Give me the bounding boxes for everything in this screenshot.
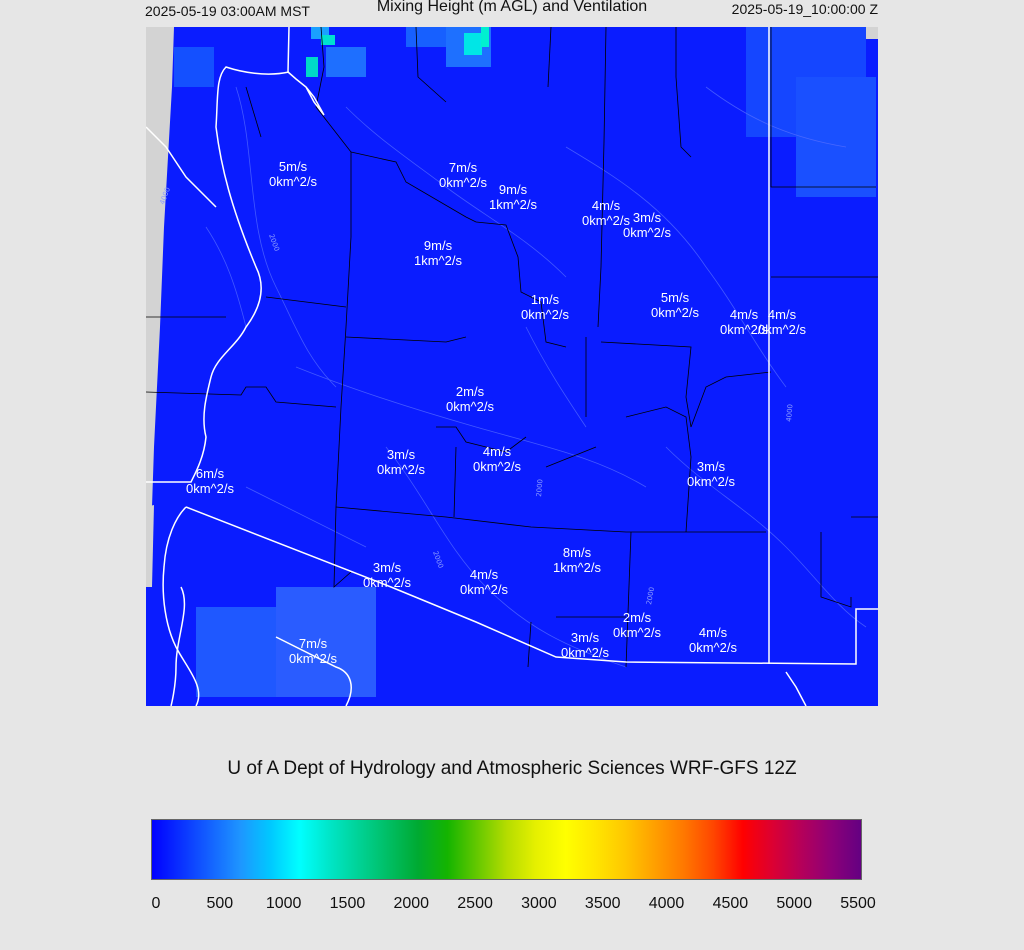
color-scale-bar [151,819,862,880]
wind-speed: 4m/s [591,198,621,213]
color-scale-tick: 2000 [393,895,430,912]
station-label [186,466,234,496]
station-label [553,545,601,575]
wind-speed: 4m/s [729,307,759,322]
station-label [269,159,317,189]
wind-speed: 3m/s [386,447,416,462]
station-label [489,182,537,212]
wind-speed: 1m/s [530,292,560,307]
color-scale-tick: 1000 [265,895,302,912]
wind-speed: 2m/s [455,384,485,399]
ventilation-rate: 0km^2/s [362,575,412,590]
station-label [651,290,699,320]
station-label [446,384,494,414]
wind-speed: 4m/s [698,625,728,640]
station-label [521,292,569,322]
ventilation-rate: 1km^2/s [552,560,602,575]
contour-label: 2000 [267,232,281,253]
station-label [363,560,411,590]
ventilation-rate: 0km^2/s [438,175,488,190]
ventilation-rate: 0km^2/s [612,625,662,640]
color-scale-tick: 4000 [648,895,685,912]
ventilation-rate: 1km^2/s [488,197,538,212]
contour-label: 4000 [785,403,795,423]
wind-speed: 3m/s [372,560,402,575]
color-scale-tick: 3500 [584,895,621,912]
valid-time-utc: 2025-05-19_10:00:00 Z [731,1,878,17]
wind-speed: 7m/s [298,636,328,651]
wind-speed: 5m/s [660,290,690,305]
map-canvas [146,27,878,706]
ventilation-rate: 0km^2/s [520,307,570,322]
model-credit: U of A Dept of Hydrology and Atmospheric Sciences WRF-GFS 12Z [227,758,797,779]
map-title: Mixing Height (m AGL) and Ventilation [376,0,648,15]
contour-label: 2000 [535,478,545,498]
station-label [289,636,337,666]
station-label [689,625,737,655]
contour-label: 2000 [431,549,445,570]
ventilation-rate: 0km^2/s [686,474,736,489]
wind-speed: 7m/s [448,160,478,175]
station-label [473,444,521,474]
wind-speed: 6m/s [195,466,225,481]
station-label [613,610,661,640]
ventilation-rate: 0km^2/s [622,225,672,240]
wind-speed: 4m/s [482,444,512,459]
color-scale-tick: 4500 [712,895,749,912]
ventilation-rate: 0km^2/s [376,462,426,477]
ventilation-rate: 0km^2/s [459,582,509,597]
station-label [623,210,671,240]
ventilation-rate: 0km^2/s [757,322,807,337]
color-scale-tick: 0 [151,895,161,912]
ventilation-rate: 0km^2/s [560,645,610,660]
ventilation-rate: 0km^2/s [268,174,318,189]
ventilation-rate: 0km^2/s [185,481,235,496]
wind-speed: 3m/s [696,459,726,474]
wind-speed: 2m/s [622,610,652,625]
station-label [439,160,487,190]
mixing-height-map [146,27,878,706]
valid-time-local: 2025-05-19 03:00AM MST [145,3,310,19]
wind-speed: 3m/s [632,210,662,225]
ventilation-rate: 1km^2/s [413,253,463,268]
color-scale-tick: 5500 [840,895,876,912]
color-scale-tick: 5000 [776,895,812,912]
station-label [414,238,462,268]
ventilation-rate: 0km^2/s [472,459,522,474]
wind-speed: 5m/s [278,159,308,174]
wind-speed: 9m/s [498,182,528,197]
ventilation-rate: 0km^2/s [719,322,769,337]
ventilation-rate: 0km^2/s [288,651,338,666]
wind-speed: 3m/s [570,630,600,645]
ventilation-rate: 0km^2/s [688,640,738,655]
wind-speed: 8m/s [562,545,592,560]
ventilation-rate: 0km^2/s [445,399,495,414]
wind-speed: 9m/s [423,238,453,253]
color-scale-tick: 500 [206,895,234,912]
wind-speed: 4m/s [469,567,499,582]
station-label [460,567,508,597]
ventilation-rate: 0km^2/s [581,213,631,228]
ventilation-rate: 0km^2/s [650,305,700,320]
station-label [758,307,806,337]
color-scale-tick: 2500 [457,895,493,912]
contour-label: 4000 [158,186,172,206]
color-scale-labels [0,895,1024,917]
color-scale-tick: 1500 [329,895,366,912]
station-label [561,630,609,660]
station-label [687,459,735,489]
station-label [377,447,425,477]
color-scale-tick: 3000 [521,895,557,912]
wind-speed: 4m/s [767,307,797,322]
contour-label: 2000 [645,586,657,606]
